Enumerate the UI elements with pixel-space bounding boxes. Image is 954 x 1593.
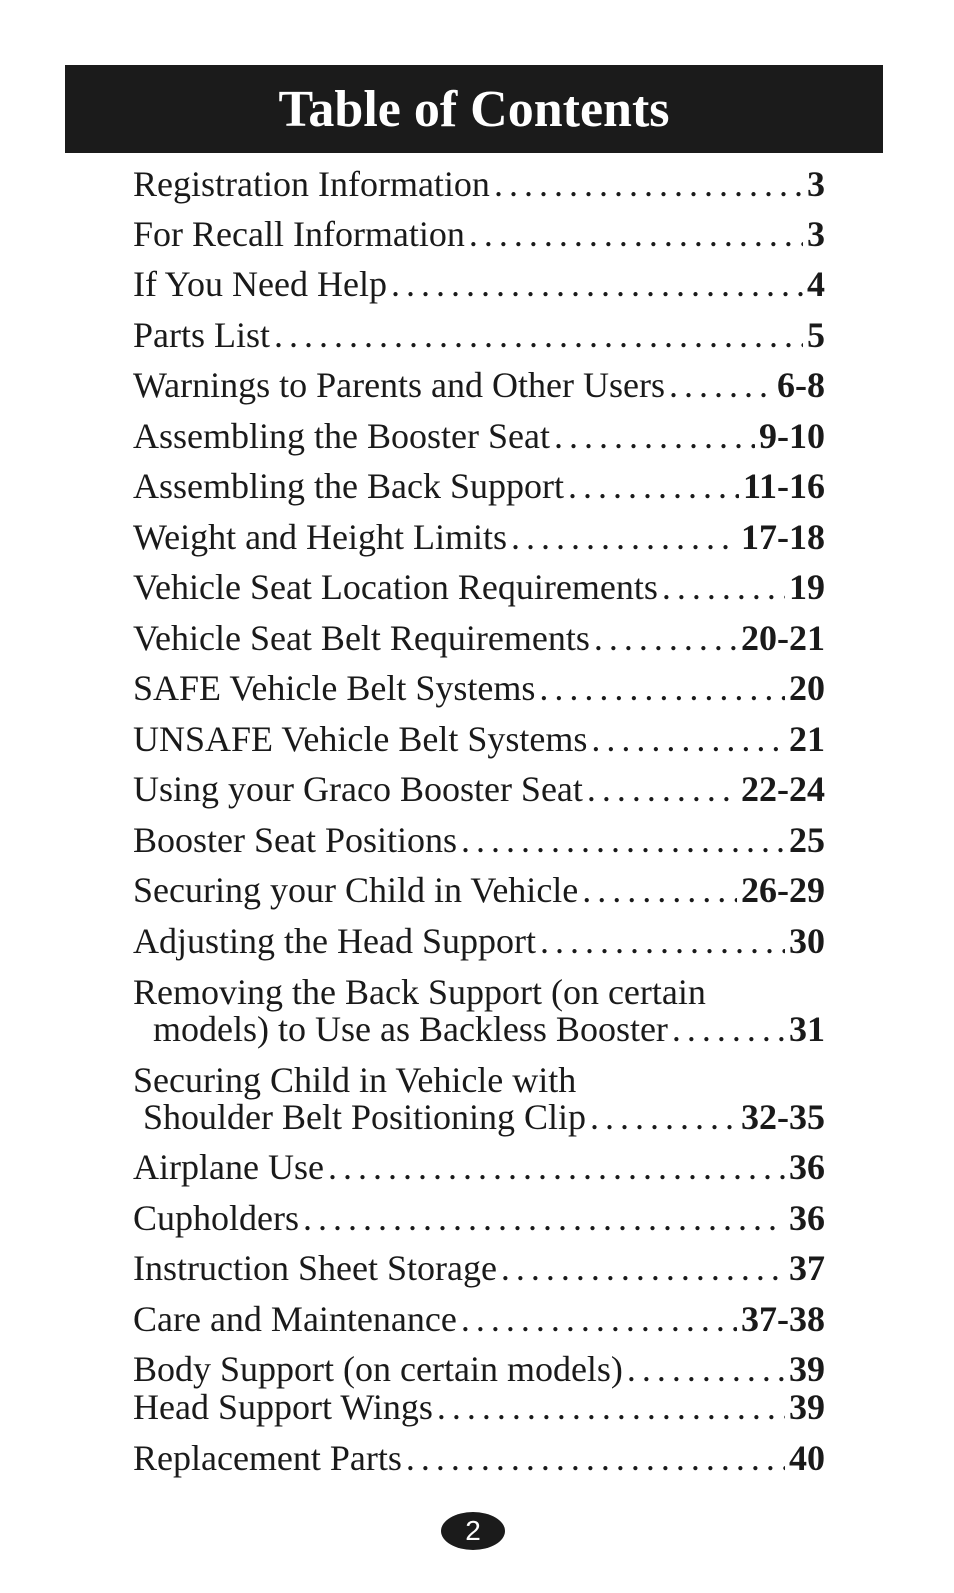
dot-leader xyxy=(469,215,803,253)
toc-entry xyxy=(133,215,825,253)
toc-entry-page: 37 xyxy=(789,1248,825,1288)
toc-entry xyxy=(133,568,825,606)
toc-entry-label: For Recall Information xyxy=(133,214,465,254)
toc-entry-label: Body Support (on certain models) xyxy=(133,1349,623,1389)
toc-entry-page: 37-38 xyxy=(741,1299,825,1339)
toc-entry-label: Instruction Sheet Storage xyxy=(133,1248,497,1288)
toc-entry-label: Adjusting the Head Support xyxy=(133,921,536,961)
toc-entry-label: Cupholders xyxy=(133,1198,299,1238)
dot-leader xyxy=(461,821,785,859)
toc-entry xyxy=(133,871,825,909)
dot-leader xyxy=(494,165,803,203)
toc-entry xyxy=(133,770,825,808)
toc-entry-label: Shoulder Belt Positioning Clip xyxy=(143,1097,587,1137)
toc-entry-label: Parts List xyxy=(133,315,271,355)
toc-entry-page: 40 xyxy=(789,1438,825,1478)
toc-entry-label: Warnings to Parents and Other Users xyxy=(133,365,665,405)
dot-leader xyxy=(328,1148,785,1186)
toc-entry xyxy=(133,1439,825,1477)
page-title: Table of Contents xyxy=(278,80,670,138)
toc-entry-label: Vehicle Seat Location Requirements xyxy=(133,567,658,607)
dot-leader xyxy=(539,669,785,707)
toc-entry-label: If You Need Help xyxy=(133,264,387,304)
toc-entry-page: 22-24 xyxy=(741,769,825,809)
toc-entry-page: 20 xyxy=(789,668,825,708)
toc-entry-label: SAFE Vehicle Belt Systems xyxy=(133,668,536,708)
toc-entry-label: Vehicle Seat Belt Requirements xyxy=(133,618,590,658)
toc-entry-page: 32-35 xyxy=(741,1097,825,1137)
toc-entry-page: 3 xyxy=(807,214,825,254)
dot-leader xyxy=(501,1249,785,1287)
toc-entry-label: Airplane Use xyxy=(133,1147,324,1187)
dot-leader xyxy=(582,871,737,909)
toc-entry-page: 21 xyxy=(789,719,825,759)
dot-leader xyxy=(511,518,737,556)
toc-entry-label: Assembling the Booster Seat xyxy=(133,416,550,456)
toc-entry xyxy=(133,922,825,960)
toc-entry xyxy=(133,1010,825,1048)
toc-entry-page: 19 xyxy=(789,567,825,607)
toc-entry xyxy=(133,669,825,707)
toc-entry xyxy=(133,316,825,354)
toc-entry-label: Care and Maintenance xyxy=(133,1299,457,1339)
toc-entry-label: Replacement Parts xyxy=(133,1438,402,1478)
toc-entry-page: 36 xyxy=(789,1147,825,1187)
toc-entry-label: Securing your Child in Vehicle xyxy=(133,870,579,910)
toc-entry xyxy=(133,467,825,505)
toc-entry-label-line1: Removing the Back Support (on certain xyxy=(133,972,706,1012)
toc-entry-page: 26-29 xyxy=(741,870,825,910)
toc-entry-page: 20-21 xyxy=(741,618,825,658)
toc-entry xyxy=(133,165,825,203)
toc-entry-page: 39 xyxy=(789,1387,825,1427)
dot-leader xyxy=(669,366,773,404)
dot-leader xyxy=(672,1010,785,1048)
toc-entry-page: 4 xyxy=(807,264,825,304)
toc-header-bar xyxy=(65,65,883,153)
toc-entry xyxy=(133,1350,825,1388)
toc-entry-label: Head Support Wings xyxy=(133,1387,433,1427)
toc-entry-page: 17-18 xyxy=(741,517,825,557)
toc-entry xyxy=(133,1199,825,1237)
toc-entry xyxy=(133,417,825,455)
dot-leader xyxy=(627,1350,785,1388)
toc-entry-page: 6-8 xyxy=(777,365,825,405)
toc-entry xyxy=(133,1388,825,1426)
toc-entry xyxy=(133,1300,825,1338)
toc-entry xyxy=(133,821,825,859)
toc-entry-label: models) to Use as Backless Booster xyxy=(153,1009,668,1049)
page-number-badge xyxy=(441,1512,505,1550)
dot-leader xyxy=(303,1199,785,1237)
dot-leader xyxy=(437,1388,785,1426)
dot-leader xyxy=(554,417,755,455)
toc-entry-label: Weight and Height Limits xyxy=(133,517,508,557)
toc-entry xyxy=(133,265,825,303)
dot-leader xyxy=(591,720,785,758)
toc-entry-page: 39 xyxy=(789,1349,825,1389)
toc-entry xyxy=(133,1098,825,1136)
dot-leader xyxy=(391,265,803,303)
toc-entry xyxy=(133,619,825,657)
toc-entry-page: 9-10 xyxy=(759,416,825,456)
toc-entry-page: 36 xyxy=(789,1198,825,1238)
toc-entry-page: 31 xyxy=(789,1009,825,1049)
dot-leader xyxy=(594,619,737,657)
toc-entry-page: 25 xyxy=(789,820,825,860)
toc-entry-page: 30 xyxy=(789,921,825,961)
toc-entry-page: 11-16 xyxy=(742,466,825,506)
dot-leader xyxy=(540,922,785,960)
toc-entry xyxy=(133,720,825,758)
dot-leader xyxy=(662,568,785,606)
dot-leader xyxy=(274,316,803,354)
dot-leader xyxy=(461,1300,737,1338)
toc-entry-label: Registration Information xyxy=(133,164,490,204)
toc-entry-label: Assembling the Back Support xyxy=(133,466,564,506)
dot-leader xyxy=(590,1098,737,1136)
toc-entry-page: 3 xyxy=(807,164,825,204)
dot-leader xyxy=(406,1439,785,1477)
toc-entry-label: Booster Seat Positions xyxy=(133,820,458,860)
dot-leader xyxy=(587,770,737,808)
toc-entry-label-line1: Securing Child in Vehicle with xyxy=(133,1060,577,1100)
toc-entry xyxy=(133,1148,825,1186)
toc-entry-label: Using your Graco Booster Seat xyxy=(133,769,583,809)
toc-entry-page: 5 xyxy=(807,315,825,355)
page-number: 2 xyxy=(465,1515,481,1546)
toc-entry-label: UNSAFE Vehicle Belt Systems xyxy=(133,719,588,759)
toc-entry xyxy=(133,1249,825,1287)
toc-entry xyxy=(133,518,825,556)
toc-entry xyxy=(133,366,825,404)
dot-leader xyxy=(568,467,739,505)
